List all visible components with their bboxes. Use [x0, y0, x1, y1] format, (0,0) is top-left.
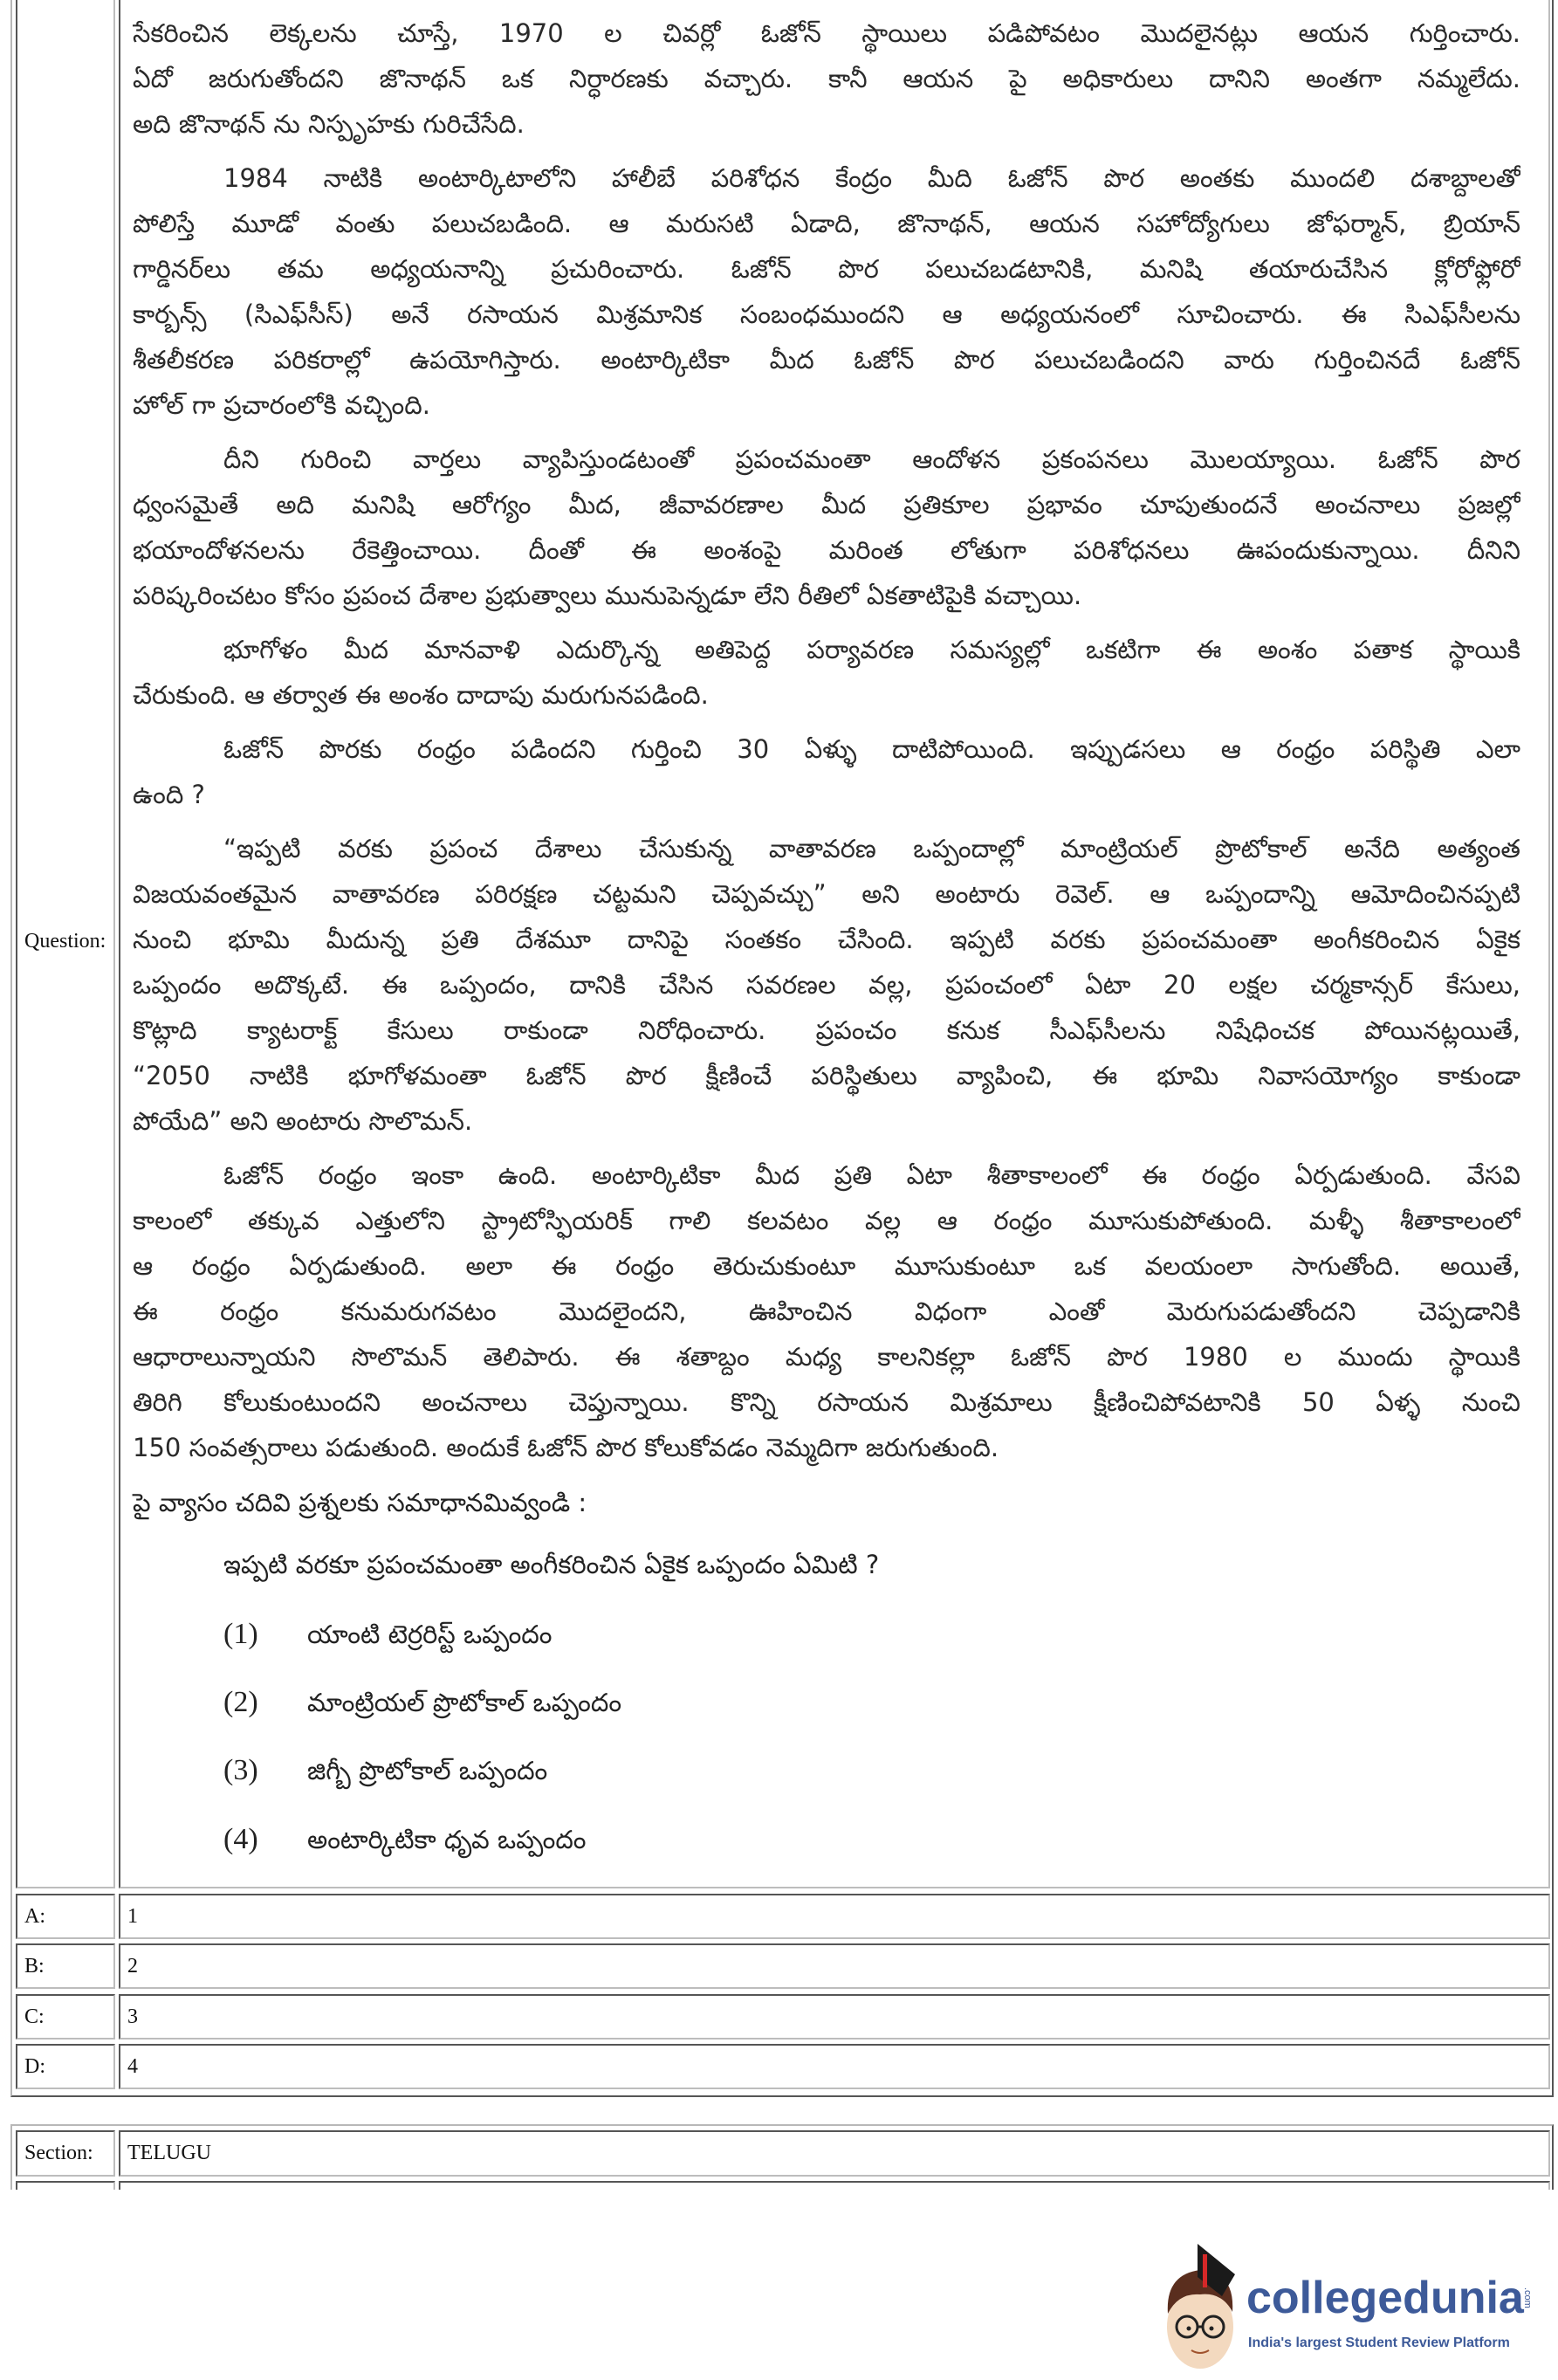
section-label: Section:: [24, 2142, 93, 2164]
passage-line: కార్బన్స్ (సిఎఫ్‌సీస్) అనే రసాయన మిశ్రమానిక సంబంధముందని ఆ అధ్యయనంలో సూచించారు. ఈ సిఎఫ్‌సీలను: [133, 299, 1520, 329]
question-label-cell: [16, 0, 115, 1888]
passage-line: 1984 నాటికి అంటార్కిటాలోని హాలీబే పరిశోధన కేంద్రం మీది ఓజోన్ పొర అంతకు ముందలి దశాబ్దాలతో: [223, 163, 1520, 193]
option-text: యాంటి టెర్రరిస్ట్ ఒప్పందం: [307, 1620, 553, 1649]
passage-line: ఆధారాలున్నాయని సొలొమన్ తెలిపారు. ఈ శతాబ్దం మధ్య కాలనికల్లా ఓజోన్ పొర 1980 ల ముందు స్థాయికి: [133, 1342, 1520, 1372]
passage-line: తిరిగి కోలుకుంటుందని అంచనాలు చెప్తున్నాయి. కొన్ని రసాయన మిశ్రమాలు క్షీణించిపోవటానికి 50 ఏళ్ళ నుంచి: [133, 1387, 1520, 1417]
passage-line: కాలంలో తక్కువ ఎత్తులోని స్ట్రాటోస్ఫియరిక్ గాలి కలవటం వల్ల ఆ రంధ్రం మూసుకుపోతుంది. మళ్ళీ శీతాకాలంలో: [133, 1206, 1520, 1235]
question-text: ఇప్పటి వరకూ ప్రపంచమంతా అంగీకరించిన ఏకైక ఒప్పందం ఏమిటి ?: [223, 1550, 880, 1579]
passage-line: ఆ రంధ్రం ఏర్పడుతుంది. అలా ఈ రంధ్రం తెరుచుకుంటూ మూసుకుంటూ ఒక వలయంలా సాగుతోంది. అయితే,: [133, 1251, 1520, 1281]
passage-line: ఓజోన్ పొరకు రంధ్రం పడిందని గుర్తించి 30 ఏళ్ళు దాటిపోయింది. ఇప్పుడసలు ఆ రంధ్రం పరిస్థితి ఎలా: [223, 734, 1520, 764]
passage-line: 150 సంవత్సరాలు పడుతుంది. అందుకే ఓజోన్ పొర కోలుకోవడం నెమ్మదిగా జరుగుతుంది.: [133, 1433, 999, 1462]
passage-line: కొట్లాది క్యాటరాక్ట్ కేసులు రాకుండా నిరోధించారు. ప్రపంచం కనుక సీఎఫ్‌సీలను నిషేధించక పోయినట్లయితే,: [133, 1015, 1520, 1045]
passage-line: విజయవంతమైన వాతావరణ పరిరక్షణ చట్టమని చెప్పవచ్చు” అని అంటారు రెవెల్. ఆ ఒప్పందాన్ని ఆమోదించినప్పటి: [133, 879, 1520, 909]
answer-label-cell: [16, 2044, 115, 2089]
passage-paragraph: [133, 437, 1520, 618]
answer-label: A:: [24, 1904, 45, 1928]
passage-paragraph: [133, 726, 1520, 817]
passage-line: ఉంది ?: [133, 780, 205, 809]
passage-line: ఓజోన్ రంధ్రం ఇంకా ఉంది. అంటార్కిటికా మీద ప్రతి ఏటా శీతాకాలంలో ఈ రంధ్రం ఏర్పడుతుంది. వేసవి: [223, 1160, 1520, 1190]
answer-value-cell: [119, 2044, 1550, 2089]
option-number: (4): [223, 1823, 258, 1855]
logo-tagline: India's largest Student Review Platform: [1248, 2335, 1510, 2350]
passage-paragraph: [133, 1152, 1520, 1470]
answer-value-cell: [119, 1943, 1550, 1989]
option-number: (1): [223, 1618, 258, 1650]
option-4: [223, 1817, 587, 1862]
answer-label: B:: [24, 1954, 45, 1978]
logo-suffix: .com: [1522, 2287, 1533, 2308]
instruction: పై వ్యాసం చదివి ప్రశ్నలకు సమాధానమివ్వండి :: [133, 1488, 587, 1517]
answer-value: 4: [127, 2054, 138, 2078]
passage-line: “ఇప్పటి వరకు ప్రపంచ దేశాలు చేసుకున్న వాతావరణ ఒప్పందాల్లో మాంట్రియల్ ప్రొటోకాల్ అనేది అత్యంత: [223, 834, 1520, 863]
option-3: [223, 1748, 547, 1793]
option-number: (2): [223, 1686, 258, 1718]
passage-line: పరిష్కరించటం కోసం ప్రపంచ దేశాల ప్రభుత్వాలు మునుపెన్నడూ లేని రీతిలో ఏకతాటిపైకి వచ్చాయి.: [133, 581, 1082, 610]
passage-line: నుంచి భూమి మీదున్న ప్రతి దేశమూ దానిపై సంతకం చేసింది. ఇప్పటి వరకు ప్రపంచమంతా అంగీకరించిన ఏకైక: [133, 925, 1520, 954]
answer-label-cell: [16, 1994, 115, 2040]
passage-line: ఒప్పందం అదొక్కటే. ఈ ఒప్పందం, దానికి చేసిన సవరణల వల్ల, ప్రపంచంలో ఏటా 20 లక్షల చర్మకాన్సర్ కేసులు,: [133, 970, 1520, 1000]
answer-label-cell: [16, 1943, 115, 1989]
passage-paragraph: [133, 826, 1520, 1144]
section-label-cell: [16, 2130, 115, 2177]
page-cut-mask: [0, 2190, 1558, 2242]
passage-paragraph: [133, 155, 1520, 428]
passage-line: ఏదో జరుగుతోందని జొనాథన్ ఒక నిర్ధారణకు వచ్చారు. కానీ ఆయన పై అధికారులు దానిని అంతగా నమ్మలేదు.: [133, 64, 1520, 93]
answer-value-cell: [119, 1994, 1550, 2040]
passage-paragraph: [133, 627, 1520, 718]
passage-line: ఈ రంధ్రం కనుమరుగవటం మొదలైందని, ఊహించిన విధంగా ఎంతో మెరుగుపడుతోందని చెప్పడానికి: [133, 1297, 1520, 1326]
answer-value: 1: [127, 1904, 138, 1928]
answer-value: 3: [127, 2005, 138, 2028]
passage-line: అది జొనాథన్ ను నిస్పృహకు గురిచేసేది.: [133, 109, 525, 139]
passage-line: ధ్వంసమైతే అది మనిషి ఆరోగ్యం మీద, జీవావరణాల మీద ప్రతికూల ప్రభావం చూపుతుందనే అంచనాలు ప్రజల్లో: [133, 490, 1520, 519]
option-1: [223, 1612, 552, 1657]
option-2: [223, 1680, 621, 1725]
passage-line: పోయేది” అని అంటారు సొలొమన్.: [133, 1106, 473, 1136]
passage-paragraph: [133, 10, 1520, 147]
answer-label: D:: [24, 2054, 45, 2078]
logo-wordmark: collegedunia: [1246, 2273, 1524, 2323]
passage-line: చేరుకుంది. ఆ తర్వాత ఈ అంశం దాదాపు మరుగునపడింది.: [133, 680, 709, 710]
passage-line: భయాందోళనలను రేకెత్తించాయి. దీంతో ఈ అంశంపై మరింత లోతుగా పరిశోధనలు ఊపందుకున్నాయి. దీనిని: [133, 535, 1520, 565]
answer-label-cell: [16, 1894, 115, 1939]
collegedunia-logo: [1152, 2244, 1554, 2375]
passage-line: దీని గురించి వార్తలు వ్యాపిస్తుండటంతో ప్రపంచమంతా ఆందోళన ప్రకంపనలు మొలయ్యాయి. ఓజోన్ పొర: [223, 444, 1520, 474]
answer-label: C:: [24, 2005, 45, 2028]
option-text: అంటార్కిటికా ధృవ ఒప్పందం: [307, 1825, 587, 1854]
passage-line: సేకరించిన లెక్కలను చూస్తే, 1970 ల చివర్లో ఓజోన్ స్థాయిలు పడిపోవటం మొదలైనట్లు ఆయన గుర్తించారు.: [133, 18, 1520, 48]
option-number: (3): [223, 1754, 258, 1786]
section-value-cell: [119, 2130, 1550, 2177]
question-label: Question:: [24, 930, 106, 953]
passage-line: భూగోళం మీద మానవాళి ఎదుర్కొన్న అతిపెద్ద పర్యావరణ సమస్యల్లో ఒకటిగా ఈ అంశం పతాక స్థాయికి: [223, 635, 1520, 664]
answer-value-cell: [119, 1894, 1550, 1939]
passage-line: పోలిస్తే మూడో వంతు పలుచబడింది. ఆ మరుసటి ఏడాది, జొనాథన్, ఆయన సహోద్యోగులు జోఫర్మాన్, బ్రియాన్: [133, 209, 1520, 238]
section-value: TELUGU: [127, 2142, 211, 2164]
passage-line: హోల్ గా ప్రచారంలోకి వచ్చింది.: [133, 390, 430, 420]
answer-value: 2: [127, 1954, 138, 1978]
passage: [133, 10, 1520, 1470]
passage-line: “2050 నాటికి భూగోళమంతా ఓజోన్ పొర క్షీణించే పరిస్థితులు వ్యాపించి, ఈ భూమి నివాసయోగ్యం కాకుండా: [133, 1061, 1520, 1090]
option-text: మాంట్రియల్ ప్రొటోకాల్ ఒప్పందం: [307, 1688, 622, 1717]
passage-line: గార్డినర్‌లు తమ అధ్యయనాన్ని ప్రచురించారు. ఓజోన్ పొర పలుచబడటానికి, మనిషి తయారుచేసిన క్లోరోఫ్లోరో: [133, 254, 1520, 284]
passage-line: శీతలీకరణ పరికరాల్లో ఉపయోగిస్తారు. అంటార్కిటికా మీద ఓజోన్ పొర పలుచబడిందని వారు గుర్తించినదే ఓజోన్: [133, 345, 1520, 375]
option-text: జిగ్బీ ప్రొటోకాల్ ఒప్పందం: [307, 1756, 548, 1785]
